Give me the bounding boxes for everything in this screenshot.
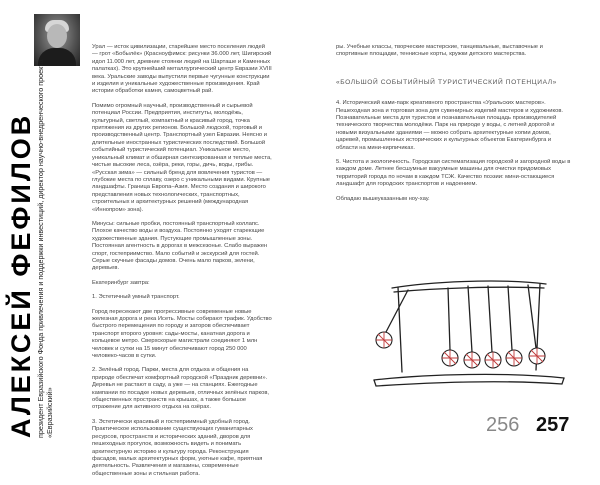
newtons-cradle-icon: [368, 262, 568, 402]
author-name: АЛЕКСЕЙ ФЕФИЛОВ: [6, 112, 36, 438]
paragraph: 3. Эстетически красивый и гостеприимный удобный город. Практическое использование существующих гуманитарных ресурсов, пространств и исторических зданий, дворов для пешеходных прогулок, возможность видеть и понимать архитектурную историю и культуру города. Реконструкция фасадов, малых архитектурных форм, уютные кафе, приятная деятельность. Развлечения и магазины, современные общественные зоны и стильная работа.: [92, 418, 263, 477]
page-number-right: 257: [536, 414, 570, 436]
paragraph: 1. Эстетичный умный транспорт.: [92, 294, 180, 301]
paragraph: 5. Чистота и экологичность. Городская систематизация городской и загородной воды в каждом доме. Летнее бесшумные вакуумные машины для очистки придомовых территорий города по ночам в каждом ТСЖ. Качество поэзии: мини-остающиеся ландшафт для городских транспортов и надоением.: [336, 159, 571, 188]
paragraph: Екатеринбург завтра:: [92, 279, 150, 286]
text-column-left: [92, 44, 272, 485]
paragraph: 4. Исторический ками-парк креативного пространства «Уральских мастеров». Пешеходная зона и торговая зона для сувенирных изделий мастеров и художников. Познавательные места для туристов и познавательная площадь производителей технического творчества молодёжи. Парк на природе у воды, с летней дорогой и новыми визуальными зданиями — можно собрать архитектурные копии домов, царевей, промышленных исторических и культурных объектов Екатеринбурга и области на мини-кирпичиках.: [336, 100, 564, 151]
paragraph: ры. Учебные классы, творческие мастерские, танцевальные, выставочные и спортивные площадки, теннисные корты, кружки детского мастерства.: [336, 44, 543, 58]
paragraph: Город пересекают две прогрессивные современные новые железная дорога и река Исеть. Мосты собирают трафик. Удобство быстрого перемещения по городу и заторов обеспечивает транспорт второго уровня: сады-мосты, канатная дорога и кольцевое метро. Сверхскорые магистрали соединяют 1 млн человек и сутки на 15 минут обеспечивают город 250 000 человеко-часов в сутки.: [92, 308, 272, 360]
paragraph: Помимо огромный научный, производственный и сырьевой потенциал России. Предприятия, институты, молодёжь, культурный, светлый, компактный и красивый город, точка притяжения из других регионов. Большой людской, торговый и производственный центр. Транспортный узел Евразии. Неясно и длительные иностранных туристических последствий. Большой событийный туристический потенциал. Уникальное место, уникальный климат и обширная синтезированная и теплые места, чистые высокие леса, озёра, реки, горы, дичь, воды, грибы. «Русская зима» — сильный бренд для вовлечения туристов — глубокие места по сплаву, озеро с уникальными видами. Крупные ландшафты. Граница Европа–Азия. Место создания и широкого представления новых технологических, транспортных, строительных и архитектурных решений (международная «Иннопром» зона).: [92, 102, 272, 213]
paragraph: Урал — исток цивилизации, старейшее место поселения людей — грот «Бобылёк» (Красноуфимск: рисунки 36.000 лет, Шигирский идол 11.000 лет, древние стоянки людей на Шарташе и Каменных палатках). Это крупнейший металлургический центр Евразии XVIII века. Уральские заводы выпустили первые чугунные конструкции и изделия и уникальные художественные произведения. Край истории обработки камня, самоцветный рай.: [92, 44, 272, 95]
paragraph: Минусы: сильные пробки, постоянный транспортный коллапс. Плохое качество воды и воздуха. Постоянно уходят стареющие художественные здания. Пустующие промышленные зоны. Постоянная агентность в дорогах в межсезонье. Слабо выражен спорт, гостеприимство. Мало событий и экскурсий для гостей. Серые скучные фасады домов. Очень мало парков, зелени, деревьев.: [92, 220, 268, 272]
paragraph: Обладаю вышеуказанным ноу-хау.: [336, 195, 430, 202]
page-number-left: 256: [486, 414, 520, 436]
author-role: президент Евразийского Фонда привлечения и поддержки инвестиций, директор научно-внедренческого проекта «Евразийский»: [36, 59, 54, 438]
text-column-right: [336, 44, 572, 210]
paragraph: 2. Зелёный город. Парки, места для отдыха и общения на природе обеспечат комфортный городской «Праздник деревни». Деревья не растают в саду, а уже — на станциях. Ежегодные кампании по посадке новых деревьев, отличных зелёных парков, общественных пространств на крышах, а также большое отражение для активного отдыха на озёрах.: [92, 367, 270, 411]
section-title: «БОЛЬШОЙ СОБЫТИЙНЫЙ ТУРИСТИЧЕСКИЙ ПОТЕНЦИАЛ»: [336, 78, 557, 86]
